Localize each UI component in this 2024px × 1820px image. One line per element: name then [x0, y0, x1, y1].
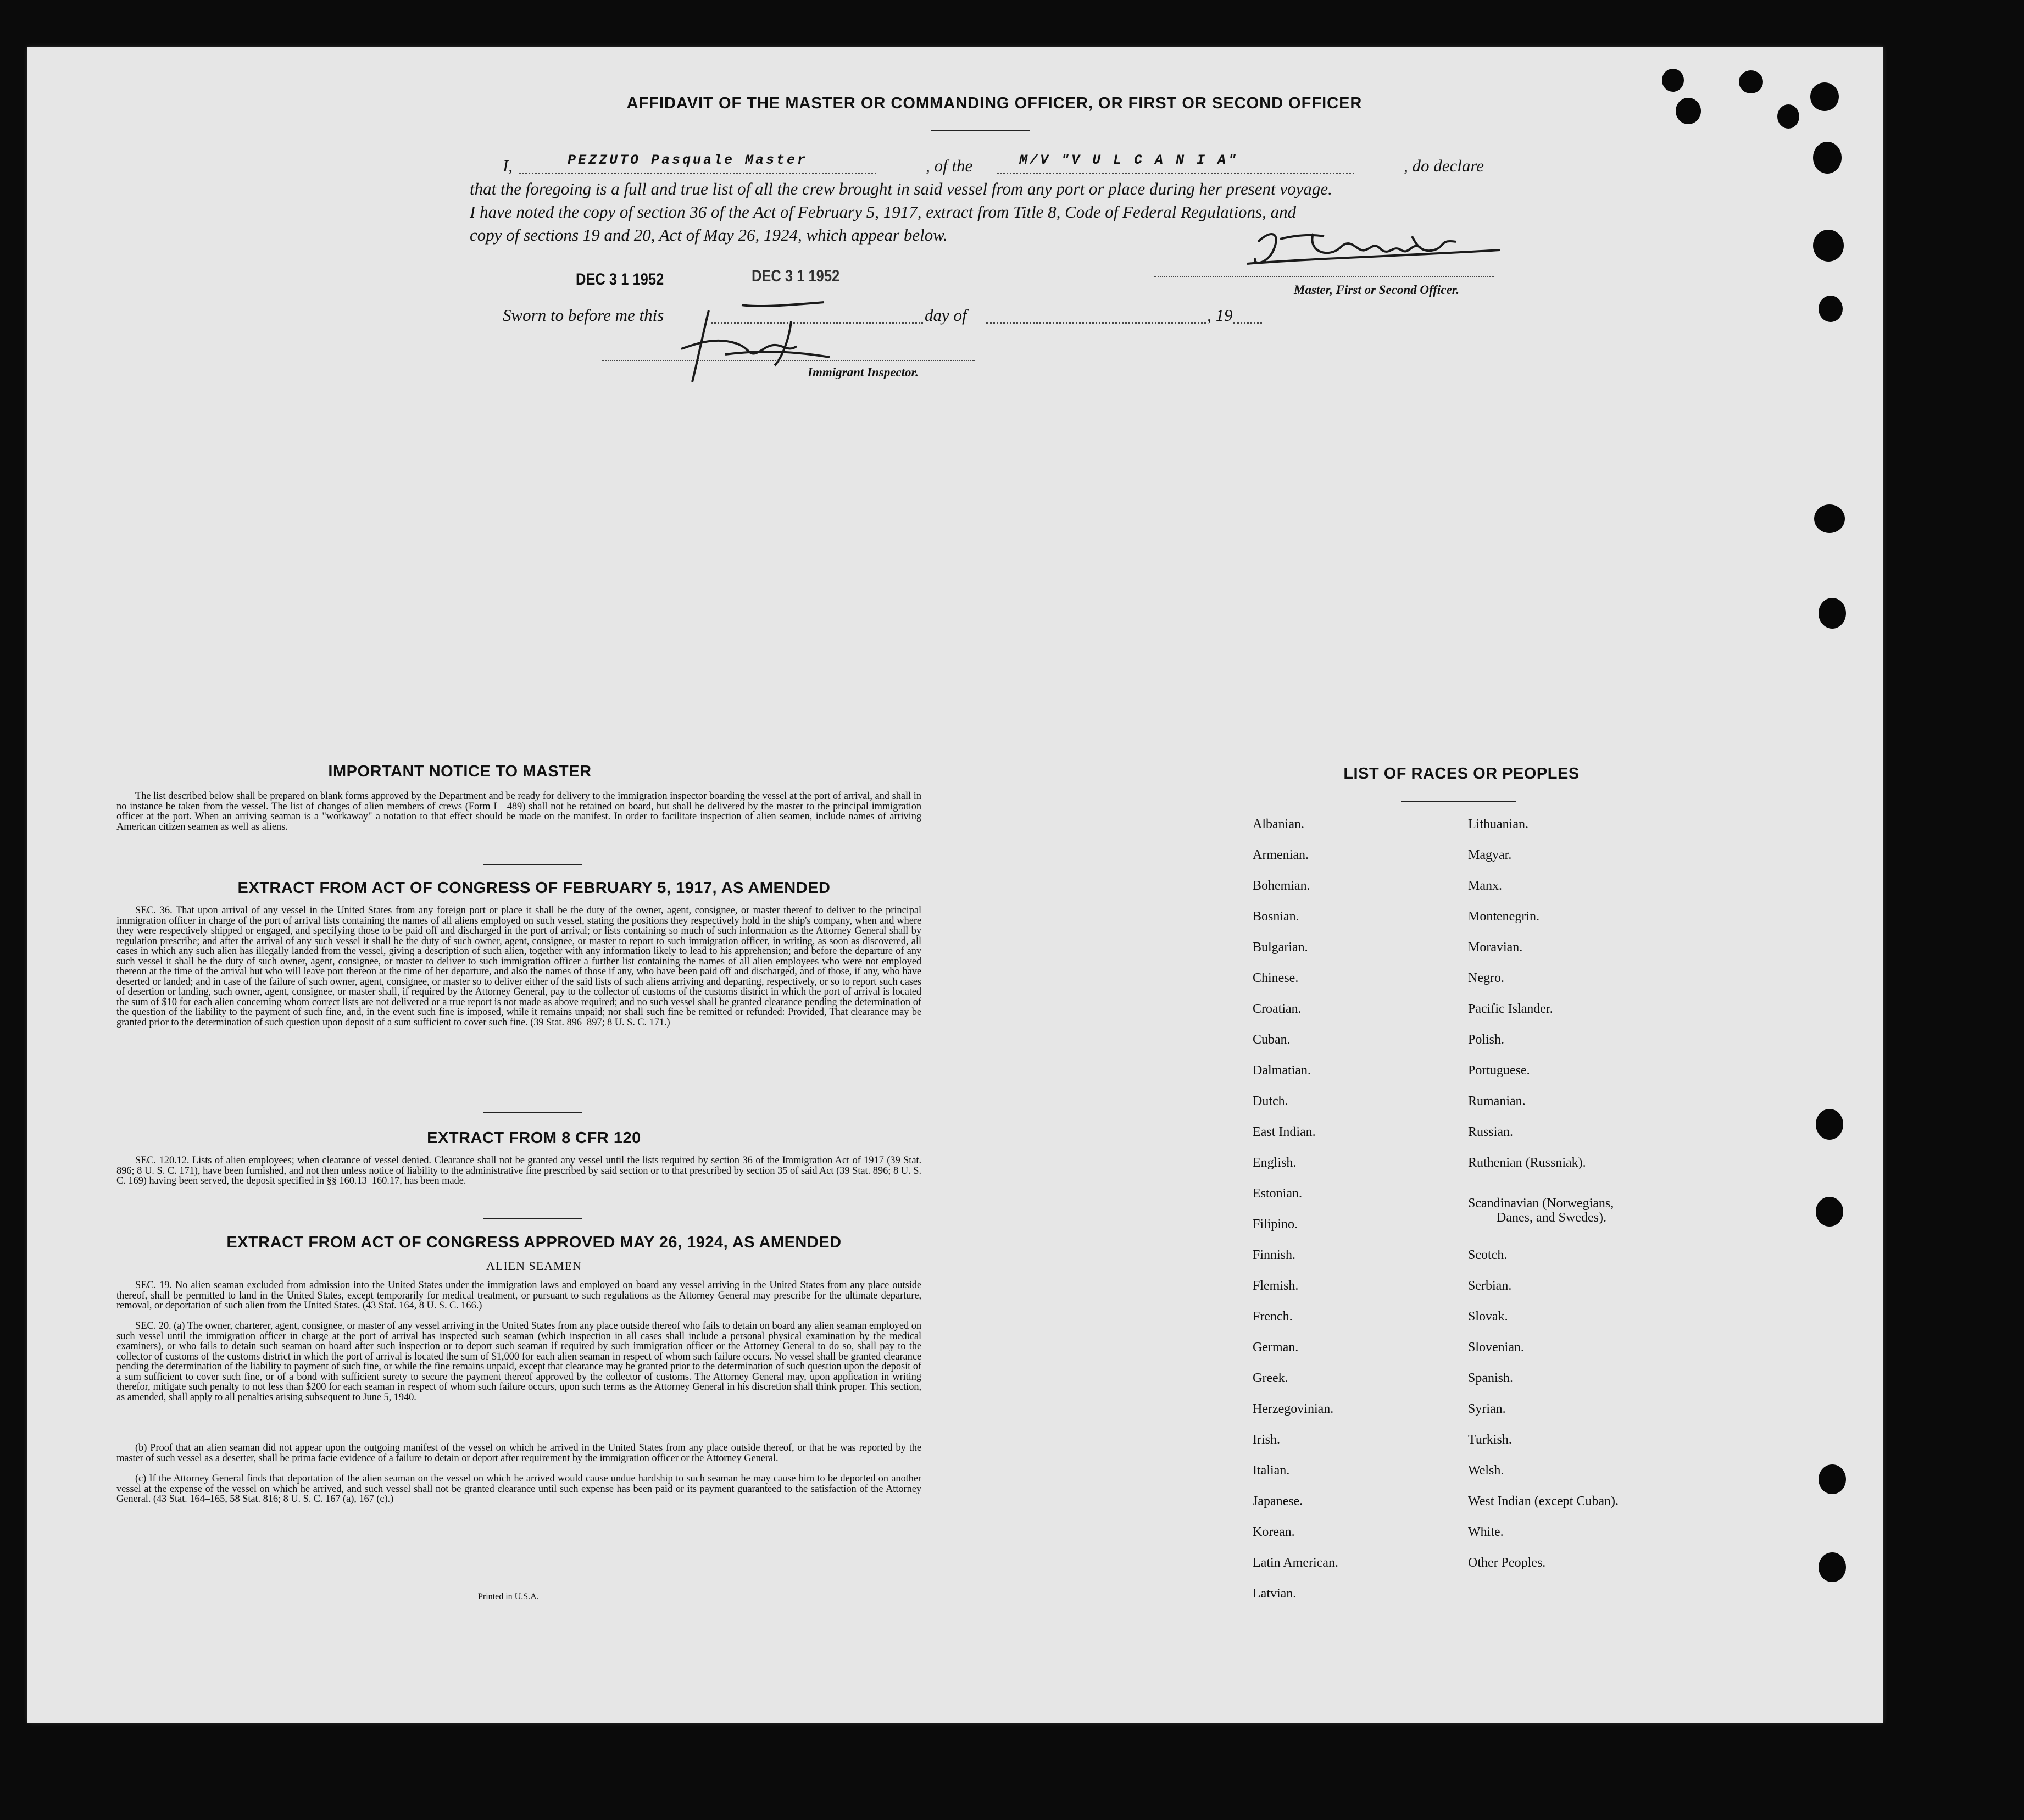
race-item: Italian. — [1253, 1463, 1290, 1478]
race-item: Magyar. — [1468, 848, 1512, 862]
extract-cfr-body: SEC. 120.12. Lists of alien employees; when clearance of vessel denied. Clearance shall not be granted any vessel until the lists required by section 36 of the Immigration Act of 1917 (39 Stat. 896; 8 U. S. C. 171), have been furnished, and not then unless notice of liability to the administrative fine prescribed by said section or to that prescribed by section 35 of said Act (39 Stat. 896; 8 U. S. C. 169) having been served, the deposit specified in §§ 160.13–160.17, has been made. — [116, 1155, 921, 1186]
race-item: Slovak. — [1468, 1309, 1508, 1324]
race-item: Chinese. — [1253, 971, 1299, 985]
year-prefix-text: , 19 — [1207, 306, 1233, 325]
race-item: Slovenian. — [1468, 1340, 1524, 1355]
race-item: Lithuanian. — [1468, 817, 1528, 831]
race-item: Filipino. — [1253, 1217, 1298, 1231]
extract-1917-heading: EXTRACT FROM ACT OF CONGRESS OF FEBRUARY 5, 1917, AS AMENDED — [237, 879, 831, 897]
date-stamp-2: DEC 3 1 1952 — [752, 267, 840, 285]
race-item: Latin American. — [1253, 1556, 1338, 1570]
punch-hole — [1662, 69, 1684, 92]
typed-master-name: PEZZUTO Pasquale Master — [568, 152, 808, 168]
race-item: Cuban. — [1253, 1033, 1291, 1047]
sec-20a-body: SEC. 20. (a) The owner, charterer, agent, consignee, or master of any vessel arriving in the United States from any place outside thereof who fails to detain on board any alien seaman employed on such vessel until the immigration officer in charge at the port of arrival has inspected such seaman (which inspection in all cases shall include a personal physical examination by the medical examiners), or who fails to detain such seaman on board after such inspection or to deport such seaman if required by such immigration officer or the Attorney General to do so, shall pay to the collector of customs of the customs district in which the port of arrival is located the sum of $1,000 for each alien seaman in respect of whom such failure occurs. No vessel shall be granted clearance pending the determination of the liability to payment of such fine, or while the fine remains unpaid, except that clearance may be granted prior to the determination of such question upon the deposit of a sum sufficient to cover such fine, or of a bond with sufficient surety to secure the payment thereof approved by the collector of customs. The Attorney General may, upon application in writing therefor, mitigate such penalty to not less than $200 for each seaman in respect of whom such failure occurs, upon such terms as the Attorney General in his discretion shall think proper. This section, as amended, shall apply to all penalties arising subsequent to June 5, 1940. — [116, 1320, 921, 1403]
race-item: Korean. — [1253, 1525, 1295, 1539]
race-item: Albanian. — [1253, 817, 1304, 831]
race-item: Russian. — [1468, 1125, 1514, 1139]
typed-vessel-name: M/V "V U L C A N I A" — [1019, 152, 1239, 168]
punch-hole — [1816, 1197, 1843, 1227]
punch-hole — [1813, 230, 1844, 262]
punch-hole — [1739, 70, 1763, 93]
punch-hole — [1819, 296, 1843, 322]
race-item: Scandinavian (Norwegians, — [1468, 1196, 1614, 1211]
master-signature — [1247, 225, 1500, 275]
race-item: Croatian. — [1253, 1002, 1302, 1016]
extract-1924-heading: EXTRACT FROM ACT OF CONGRESS APPROVED MAY 26, 1924, AS AMENDED — [226, 1234, 842, 1251]
races-left-column — [1253, 817, 1450, 1614]
sworn-year-line — [1233, 322, 1262, 324]
race-item: French. — [1253, 1309, 1293, 1324]
declaration-line-1 — [503, 154, 1497, 178]
extract-1917-body: SEC. 36. That upon arrival of any vessel in the United States from any foreign port or place it shall be the duty of the owner, agent, consignee, or master thereof to deliver to the principal immigration officer in charge of the port of arrival lists containing the names of all aliens employed on such vessel, stating the positions they respectively hold in the ship's company, when and where they were respectively shipped or engaged, and specifying those to be paid off and discharged in the port of arrival; or lists containing so much of such information as the Attorney General shall by regulation prescribe; and after the arrival of any such vessel it shall be the duty of such owner, agent, consignee, or master to report to such immigration officer, in writing, as soon as discovered, all cases in which any such alien has illegally landed from the vessel, giving a description of such alien, together with any information likely to lead to his apprehension; and before the departure of any such vessel it shall be the duty of such owner, agent, consignee, or master to deliver to such immigration officer a further list containing the names of all alien employees who were not employed thereon at the time of the arrival but who will leave port thereon at the time of her departure, and also the names of those if any, who have been paid off and discharged, and of those, if any, who have deserted or landed; and in case of the failure of such owner, agent, consignee, or master so to deliver either of the said lists of such aliens arriving and departing, respectively, or so to report such cases of desertion or landing, such owner, agent, consignee, or master shall, if required by the Attorney General, pay to the collector of customs of the customs district in which the port of arrival is located the sum of $10 for each alien concerning whom correct lists are not delivered or a true report is not made as above required; and no such vessel shall be granted clearance pending the determination of the question of the liability to the payment of such fine, and, in the event such fine is imposed, while it remains unpaid; nor shall such fine be remitted or refunded: Provided, That clearance may be granted prior to the determination of such question upon deposit of a sum sufficient to cover such fine. (39 Stat. 896–897; 8 U. S. C. 171.) — [116, 905, 921, 1028]
alien-seamen-subheading: ALIEN SEAMEN — [486, 1259, 582, 1273]
race-item: Bosnian. — [1253, 909, 1299, 924]
race-item: West Indian (except Cuban). — [1468, 1494, 1619, 1508]
inspector-caption: Immigrant Inspector. — [808, 365, 919, 379]
punch-hole — [1816, 1109, 1843, 1140]
race-item: Japanese. — [1253, 1494, 1303, 1508]
inspector-signature-line — [602, 360, 975, 361]
race-item: Finnish. — [1253, 1248, 1296, 1262]
punch-hole — [1814, 504, 1845, 533]
affidavit-title: AFFIDAVIT OF THE MASTER OR COMMANDING OFFICER, OR FIRST OR SECOND OFFICER — [626, 95, 1363, 112]
punch-hole — [1777, 104, 1799, 129]
race-item: Scotch. — [1468, 1248, 1508, 1262]
race-item: Spanish. — [1468, 1371, 1514, 1385]
race-item: Latvian. — [1253, 1586, 1297, 1601]
race-item: East Indian. — [1253, 1125, 1316, 1139]
race-item: Negro. — [1468, 971, 1504, 985]
section-rule — [483, 1218, 582, 1219]
race-item: Polish. — [1468, 1033, 1505, 1047]
race-item: German. — [1253, 1340, 1299, 1355]
race-item: Syrian. — [1468, 1402, 1506, 1416]
declaration-line-4: copy of sections 19 and 20, Act of May 26, 1924, which appear below. — [470, 225, 948, 245]
race-item: Dalmatian. — [1253, 1063, 1311, 1078]
i-prefix: I, — [503, 156, 513, 175]
race-item: Danes, and Swedes). — [1497, 1211, 1606, 1225]
printed-in-usa: Printed in U.S.A. — [478, 1592, 539, 1601]
race-item: Rumanian. — [1468, 1094, 1526, 1108]
race-item: Dutch. — [1253, 1094, 1288, 1108]
sec-20b-body: (b) Proof that an alien seaman did not appear upon the outgoing manifest of the vessel on which he arrived in the United States from any place outside thereof, or that he was reported by the master of such vessel as a deserter, shall be prima facie evidence of a failure to detain or deport after requirement by the immigration officer or the Attorney General. — [116, 1442, 921, 1464]
master-signature-caption: Master, First or Second Officer. — [1294, 283, 1460, 297]
punch-hole — [1819, 1552, 1846, 1582]
master-signature-line — [1154, 276, 1494, 277]
race-item: White. — [1468, 1525, 1504, 1539]
punch-hole — [1676, 98, 1701, 124]
race-item: Flemish. — [1253, 1279, 1299, 1293]
race-item: Greek. — [1253, 1371, 1288, 1385]
sworn-month-line — [986, 322, 1206, 324]
name-field-line — [519, 173, 876, 174]
race-item: Ruthenian (Russniak). — [1468, 1156, 1586, 1170]
race-item: Portuguese. — [1468, 1063, 1530, 1078]
section-rule — [483, 864, 582, 865]
sworn-text: Sworn to before me this — [503, 306, 664, 325]
extract-cfr-heading: EXTRACT FROM 8 CFR 120 — [427, 1129, 641, 1147]
race-item: Moravian. — [1468, 940, 1523, 955]
race-item: Estonian. — [1253, 1186, 1302, 1201]
race-item: English. — [1253, 1156, 1297, 1170]
race-item: Bulgarian. — [1253, 940, 1308, 955]
notice-body: The list described below shall be prepared on blank forms approved by the Department and be ready for delivery to the immigration inspector boarding the vessel at the port of arrival, and shall in no instance be taken from the vessel. The list of changes of alien members of crews (Form I—489) shall not be retained on board, but shall be delivered by the master to the principal immigration officer at the port. When an arriving seaman is a "workaway" a notation to that effect should be made on the manifest. In order to facilitate inspection of alien seamen, include names of arriving American citizen seamen as well as aliens. — [116, 791, 921, 833]
sworn-line — [503, 303, 1272, 328]
sec-19-body: SEC. 19. No alien seaman excluded from admission into the United States under the immigration laws and employed on board any vessel arriving in the United States from any place outside thereof, shall be permitted to land in the United States, except temporarily for medical treatment, or pursuant to such regulations as the Attorney General may prescribe for the ultimate departure, removal, or deportation of such alien from the United States. (43 Stat. 164, 8 U. S. C. 166.) — [116, 1280, 921, 1311]
declaration-line-2: that the foregoing is a full and true list of all the crew brought in said vessel from any port or place during her present voyage. — [470, 179, 1332, 198]
race-item: Welsh. — [1468, 1463, 1504, 1478]
race-item: Montenegrin. — [1468, 909, 1539, 924]
title-rule — [931, 130, 1030, 131]
punch-hole — [1810, 82, 1839, 111]
race-item: Herzegovinian. — [1253, 1402, 1334, 1416]
punch-hole — [1813, 142, 1842, 174]
race-item: Irish. — [1253, 1433, 1280, 1447]
section-rule — [483, 1112, 582, 1113]
notice-heading: IMPORTANT NOTICE TO MASTER — [328, 763, 592, 780]
punch-hole — [1819, 1464, 1846, 1494]
race-item: Pacific Islander. — [1468, 1002, 1553, 1016]
date-stamp-1: DEC 3 1 1952 — [576, 270, 664, 288]
day-of-text: day of — [925, 306, 967, 325]
races-right-column — [1468, 817, 1776, 1586]
race-item: Armenian. — [1253, 848, 1309, 862]
of-the-text: , of the — [926, 156, 973, 175]
punch-hole — [1819, 598, 1846, 629]
vessel-field-line — [997, 173, 1354, 174]
race-item: Bohemian. — [1253, 879, 1310, 893]
race-item: Turkish. — [1468, 1433, 1512, 1447]
sec-20c-body: (c) If the Attorney General finds that deportation of the alien seaman on the vessel on which he arrived would cause undue hardship to such seaman he may cause him to be deported on another vessel at the expense of the vessel on which he arrived, and such vessel shall not be granted clearance until such expense has been paid or its payment guaranteed to the satisfaction of the Attorney General. (43 Stat. 164–165, 58 Stat. 816; 8 U. S. C. 167 (a), 167 (c).) — [116, 1473, 921, 1505]
races-heading: LIST OF RACES OR PEOPLES — [1343, 765, 1580, 783]
do-declare-text: , do declare — [1404, 156, 1484, 175]
race-item: Manx. — [1468, 879, 1502, 893]
race-item: Other Peoples. — [1468, 1556, 1546, 1570]
race-item: Serbian. — [1468, 1279, 1512, 1293]
declaration-line-3: I have noted the copy of section 36 of the Act of February 5, 1917, extract from Title 8, Code of Federal Regulations, and — [470, 202, 1297, 221]
races-rule — [1401, 801, 1516, 802]
